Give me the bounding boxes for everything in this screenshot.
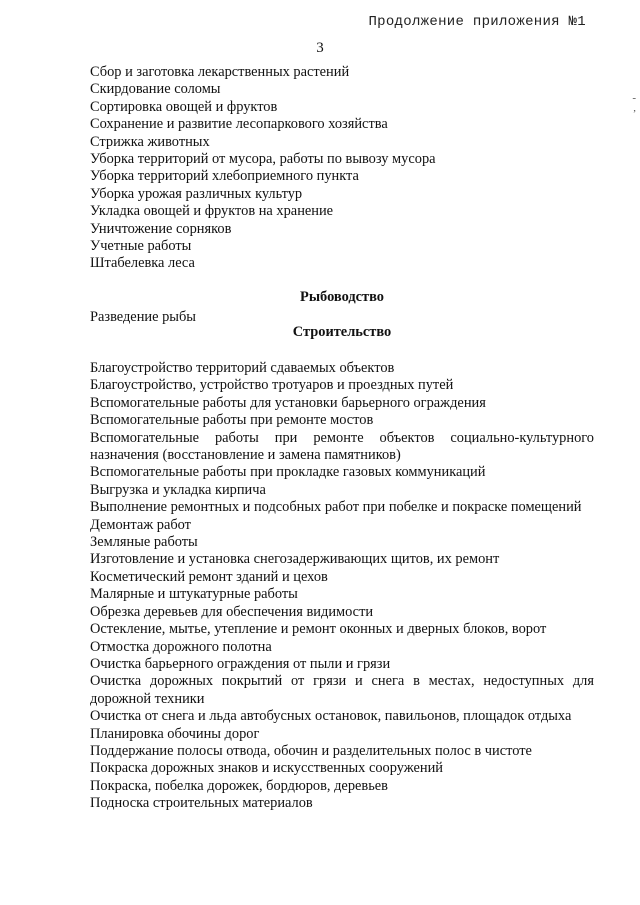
- list-item: Подноска строительных материалов: [90, 795, 313, 812]
- list-item: Благоустройство, устройство тротуаров и проездных путей: [90, 377, 454, 394]
- continuation-note: Продолжение приложения №1: [368, 14, 586, 30]
- margin-mark: -: [632, 92, 636, 104]
- list-item: Вспомогательные работы при ремонте объектов социально-культурного назначения (восстановление и замена памятников): [90, 429, 594, 464]
- list-item: Отмостка дорожного полотна: [90, 638, 272, 655]
- list-item: Штабелевка леса: [90, 255, 195, 272]
- list-item: Очистка от снега и льда автобусных остановок, павильонов, площадок отдыха: [90, 708, 572, 725]
- list-item: Планировка обочины дорог: [90, 725, 260, 742]
- list-item: Сортировка овощей и фруктов: [90, 98, 278, 115]
- list-item: Учетные работы: [90, 238, 192, 255]
- section-heading-construction: Строительство: [292, 324, 392, 340]
- section-heading-fishery: Рыбоводство: [300, 289, 384, 305]
- list-item: Очистка барьерного ограждения от пыли и грязи: [90, 655, 391, 672]
- list-item: Вспомогательные работы при ремонте мостов: [90, 412, 374, 429]
- agriculture-list: [90, 64, 594, 273]
- list-item: Малярные и штукатурные работы: [90, 586, 298, 603]
- construction-list: [90, 360, 594, 813]
- list-item: Разведение рыбы: [90, 309, 196, 325]
- list-item: Стрижка животных: [90, 133, 210, 150]
- list-item: Скирдование соломы: [90, 81, 221, 98]
- list-item: Косметический ремонт зданий и цехов: [90, 568, 328, 585]
- list-item: Очистка дорожных покрытий от грязи и снега в местах, недоступных для дорожной техники: [90, 673, 594, 707]
- list-item: Вспомогательные работы при прокладке газовых коммуникаций: [90, 464, 486, 481]
- list-item: Сохранение и развитие лесопаркового хозяйства: [90, 116, 388, 133]
- list-item: Укладка овощей и фруктов на хранение: [90, 203, 334, 220]
- list-item: Благоустройство территорий сдаваемых объектов: [90, 360, 395, 376]
- list-item: Уборка территорий от мусора, работы по вывозу мусора: [90, 151, 436, 168]
- list-item: Выполнение ремонтных и подсобных работ при побелке и покраске помещений: [90, 499, 582, 516]
- list-item: Уничтожение сорняков: [90, 220, 232, 237]
- list-item: Покраска, побелка дорожек, бордюров, деревьев: [90, 777, 388, 794]
- list-item: Вспомогательные работы для установки барьерного ограждения: [90, 394, 486, 411]
- list-item: Остекление, мытье, утепление и ремонт оконных и дверных блоков, ворот: [90, 621, 547, 638]
- margin-mark: ,: [633, 102, 636, 114]
- list-item: Земляные работы: [90, 534, 198, 551]
- list-item: Изготовление и установка снегозадерживающих щитов, их ремонт: [90, 551, 500, 568]
- list-item: Поддержание полосы отвода, обочин и разделительных полос в чистоте: [90, 742, 532, 759]
- list-item: Уборка территорий хлебоприемного пункта: [90, 168, 359, 185]
- list-item: Выгрузка и укладка кирпича: [90, 481, 266, 498]
- list-item: Обрезка деревьев для обеспечения видимости: [90, 603, 374, 620]
- list-item: Сбор и заготовка лекарственных растений: [90, 64, 350, 80]
- page-number: 3: [316, 40, 324, 56]
- list-item: Уборка урожая различных культур: [90, 185, 303, 202]
- list-item: Покраска дорожных знаков и искусственных сооружений: [90, 760, 444, 777]
- list-item: Демонтаж работ: [90, 516, 191, 533]
